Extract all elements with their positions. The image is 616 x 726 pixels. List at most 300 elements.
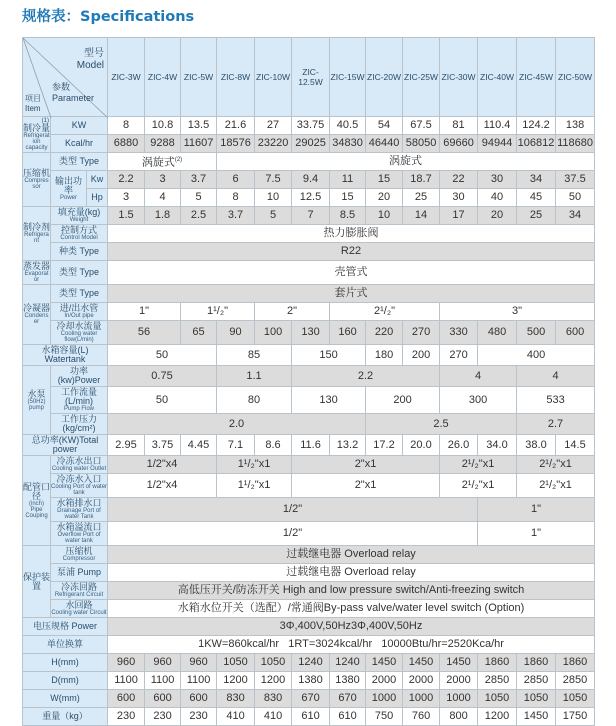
value-cell [217,435,255,456]
param-cn-label: 参数 [52,82,71,92]
cell-value: 13.5 [187,119,210,131]
value-cell [366,207,403,225]
value-cell [145,672,181,690]
value-cell [517,654,556,672]
value-cell [108,189,145,207]
cell-value: 1860 [562,656,588,668]
value-cell [403,708,440,726]
cell-value: 1050 [484,692,510,704]
row-label: 泵浦 Pump [57,567,102,577]
cell-value: 1" [139,305,150,317]
value-cell [108,600,595,618]
cell-value: 160 [338,326,357,338]
value-cell [440,474,517,498]
cell-value: 10 [266,191,280,203]
value-cell [517,117,556,135]
cell-value: 200 [411,348,431,361]
value-cell [556,690,595,708]
row-label-cell [23,546,51,618]
table-row [23,243,595,261]
value-cell [108,135,145,153]
value-cell [255,435,292,456]
cell-value: 14.5 [564,438,586,451]
row-label-cell [51,321,108,345]
value-cell [255,189,292,207]
row-label-cell [87,189,108,207]
row-label-cell [23,153,51,207]
specifications-table [22,37,595,726]
cell-value: 1/2" [282,503,303,515]
value-cell [478,435,517,456]
cell-value: 22 [452,173,465,185]
value-cell [366,171,403,189]
cell-value: 2.0 [228,417,245,430]
row-label: 填充量(kg) [57,207,101,217]
cell-value: 涡旋式 [389,155,423,167]
value-cell [556,189,595,207]
cell-value: 410 [263,710,283,722]
value-cell [217,387,292,414]
cell-value: 1000 [446,692,471,704]
value-cell [181,207,217,225]
cell-value: 3 [159,173,166,185]
row-label-en: Drainage Port of water Tank [57,508,101,520]
cell-value: 20 [490,209,504,221]
row-label: 冷冻回路 [61,582,98,592]
model-header-cell: ZIC-20W [366,38,403,117]
value-cell [556,117,595,135]
cell-value: 50 [155,393,169,406]
value-cell [108,366,217,387]
value-cell [440,435,478,456]
table-row [23,690,595,708]
cell-value: 4 [552,369,559,382]
cell-value: 11.6 [300,438,321,451]
value-cell [108,243,595,261]
value-cell [517,207,556,225]
value-cell [330,654,366,672]
row-label: Hp [91,192,103,202]
value-cell [403,135,440,153]
table-row [23,564,595,582]
value-cell [403,654,440,672]
row-label-en: Refrigerant [24,232,49,244]
cell-value: 2000 [446,674,471,686]
value-cell [292,171,330,189]
value-cell [403,672,440,690]
row-label: 制冷剂 [23,222,51,232]
value-cell [366,387,440,414]
row-label: H(mm) [51,657,79,667]
cell-value: 2.95 [115,438,137,451]
table-row [23,261,595,285]
value-cell [440,690,478,708]
value-cell [292,654,330,672]
cell-value: 34.0 [486,438,508,451]
value-cell [292,456,440,474]
row-label: 类型 Type [59,267,100,277]
row-label-en: Weight [69,217,89,223]
table-row [23,456,595,474]
value-cell [255,135,292,153]
cell-value: 2.2 [118,173,134,185]
value-cell [217,654,255,672]
row-label-cell [51,387,108,414]
cell-value: 1450 [523,710,549,722]
cell-value: 10.8 [151,119,174,131]
model-header-cell: ZIC-5W [181,38,217,117]
value-cell [181,708,217,726]
value-cell [366,690,403,708]
row-label: 压缩机 [23,168,51,178]
value-cell [478,171,517,189]
cell-value: 40 [490,191,504,203]
table-row [23,387,595,414]
cell-value: 8 [122,119,130,131]
table-row [23,225,595,243]
value-cell [403,171,440,189]
cell-value: 1" [531,503,542,515]
value-cell [292,135,330,153]
value-cell [440,672,478,690]
row-label-en: In/Out pipe [64,313,94,319]
cell-value: 90 [229,326,242,338]
cell-value: 4 [474,369,482,382]
cell-value: 4.45 [187,438,210,451]
model-header-cell: ZIC-12.5W [292,38,330,117]
cell-value: 6880 [113,137,139,149]
cell-value: 1860 [523,656,549,668]
cell-value: 150 [319,348,338,361]
cell-value: 750 [374,710,394,722]
value-cell [145,135,181,153]
cell-value: 25 [529,209,543,221]
row-label-en: (50Hz) pump [27,398,46,411]
cell-value: 1KW=860kcal/hr 1RT=3024kcal/hr 10000Btu/hr=2520Kca/hr [198,638,504,650]
value-cell [556,708,595,726]
row-label: 水箱容量(L) Watertank [41,345,89,364]
model-header-cell: ZIC-15W [330,38,366,117]
cell-value: 17 [452,209,465,221]
cell-value: 2"x1 [354,458,377,470]
value-cell [556,207,595,225]
value-cell [330,207,366,225]
row-label-en: Evaporator [24,271,49,283]
model-header-cell: ZIC-25W [403,38,440,117]
cell-value: 3" [512,305,523,317]
row-label: D(mm) [51,675,79,685]
cell-value: 15 [377,173,391,185]
cell-value: 300 [468,393,488,406]
value-cell [478,690,517,708]
cell-value: 56 [137,326,151,338]
table-row [23,189,595,207]
cell-value: 1¹/₂"x1 [237,458,271,470]
value-cell [478,189,517,207]
value-cell [108,345,217,366]
cell-value: 17.2 [373,438,395,451]
value-cell [478,672,517,690]
cell-value: 20.0 [410,438,432,451]
row-label: 制冷量 [23,123,51,133]
value-cell [145,189,181,207]
row-label-cell [51,600,108,618]
value-cell [255,708,292,726]
value-cell [181,171,217,189]
value-cell [517,690,556,708]
cell-value: 1050 [260,656,286,668]
value-cell [478,708,517,726]
cell-value: 过载继电器 Overload relay [286,566,416,578]
value-cell [217,189,255,207]
cell-value: 3 [122,191,130,203]
cell-value: 600 [189,692,208,704]
cell-value: 610 [301,710,320,722]
cell-value: 130 [319,393,338,406]
cell-value: 壳管式 [334,266,368,278]
row-label-cell [51,498,108,522]
value-cell [217,456,292,474]
cell-value: 220 [374,326,394,338]
cell-value: 330 [449,326,468,338]
cell-value: 11607 [183,137,214,149]
value-cell [366,321,403,345]
model-header-cell: ZIC-8W [217,38,255,117]
cell-value: 20 [377,191,391,203]
table-row [23,135,595,153]
row-label-cell [51,303,108,321]
value-cell [366,189,403,207]
value-cell [108,522,478,546]
cell-value: 2850 [562,674,588,686]
item-en-label: Item [25,104,41,113]
header-row [23,38,595,117]
cell-value: 50 [568,191,582,203]
row-label-en: Compressor [62,556,96,562]
value-cell [181,135,217,153]
value-cell [108,321,181,345]
cell-value: 1/2"x4 [146,458,178,470]
cell-value: 138 [565,119,585,131]
row-label: 水回路 [65,600,93,610]
cell-value: 26.0 [447,438,470,451]
value-cell [403,321,440,345]
cell-value: 94944 [481,137,513,149]
model-header-cell: ZIC-40W [478,38,517,117]
row-label: 冷凝器 [23,303,51,313]
row-label: Kcal/hr [65,138,94,148]
cell-value: 1¹/₂"x1 [237,479,271,491]
row-label-cell [51,546,108,564]
value-cell [217,171,255,189]
value-cell [292,672,330,690]
row-label-en: Cooling water Circuit [51,610,107,616]
value-cell [108,654,145,672]
cell-value: 40.5 [336,119,359,131]
value-cell [108,435,145,456]
row-label-cell [23,708,108,726]
value-cell [255,207,292,225]
cell-value: 12.5 [299,191,322,203]
param-en-label: Parameter [52,93,95,103]
row-label: 工作压力(kg/cm²) [61,414,98,433]
row-label-en: Pump Flow [64,406,95,412]
cell-value: 21.6 [224,119,247,131]
cell-value: 套片式 [334,287,368,299]
value-cell [478,654,517,672]
table-row [23,582,595,600]
row-label-cell [23,207,51,261]
cell-value: 1050 [562,692,588,704]
row-label: 种类 Type [59,246,100,256]
value-cell [181,435,217,456]
table-row [23,474,595,498]
value-cell [478,345,595,366]
table-row [23,636,595,654]
value-cell [440,654,478,672]
value-cell [145,171,181,189]
cell-value: 38.0 [525,438,547,451]
cell-value: 1000 [408,692,434,704]
cell-value: 960 [116,656,136,668]
cell-value: 23220 [257,137,289,149]
value-cell [478,321,517,345]
row-label: 控制方式 [61,225,98,235]
row-label-cell [51,207,108,225]
row-label-en: Compressor [24,178,49,190]
row-label-cell [23,690,108,708]
value-cell [330,135,366,153]
value-cell [556,654,595,672]
value-cell [255,321,292,345]
cell-value: 30 [490,173,504,185]
row-label: W(mm) [50,693,80,703]
row-label-cell [23,285,51,345]
table-row [23,303,595,321]
value-cell [217,708,255,726]
table-row [23,654,595,672]
value-cell [440,135,478,153]
row-label-cell [23,261,51,285]
value-cell [108,636,595,654]
cell-value: 230 [189,710,208,722]
cell-value: 130 [301,326,320,338]
value-cell [330,435,366,456]
value-cell [330,117,366,135]
cell-value: 830 [263,692,283,704]
value-cell [145,435,181,456]
value-cell [108,207,145,225]
row-label-cell [23,117,51,153]
value-cell [108,285,595,303]
cell-value: 1050 [523,692,549,704]
cell-value: 30 [452,191,465,203]
value-cell [366,135,403,153]
row-label-cell [51,171,87,207]
value-cell [403,189,440,207]
value-cell [108,303,181,321]
value-cell [478,522,595,546]
value-cell [292,321,330,345]
row-label: 压缩机 [65,546,93,556]
value-cell [556,171,595,189]
cell-value: 过载继电器 Overload relay [286,548,416,560]
row-label-en: Condenser [24,313,49,325]
row-label-en: Refrigerant Circuit [54,592,104,598]
cell-value: 610 [338,710,357,722]
cell-value: 50 [155,348,169,361]
value-cell [145,207,181,225]
value-cell [145,654,181,672]
table-row [23,153,595,171]
value-cell [108,498,478,522]
value-cell [217,117,255,135]
cell-value: 2.5 [433,417,449,430]
value-cell [145,690,181,708]
table-row [23,414,595,435]
cell-value: 180 [374,348,394,361]
row-label-cell [51,366,108,387]
cell-value: 760 [411,710,431,722]
table-row [23,618,595,636]
row-label-cell [51,582,108,600]
row-label: 配管口径 [23,481,51,501]
cell-value: 37.5 [564,173,586,185]
value-cell [330,303,440,321]
cell-value: 1.5 [118,209,134,221]
value-cell [366,117,403,135]
value-cell [292,387,366,414]
value-cell [217,207,255,225]
cell-value: 1380 [298,674,323,686]
value-cell [478,498,595,522]
cell-value: 670 [301,692,320,704]
cell-value: 45 [529,191,543,203]
table-row [23,366,595,387]
cell-value: 600 [565,326,585,338]
value-cell [217,321,255,345]
row-label-cell [51,522,108,546]
cell-value: 3.7 [190,173,207,185]
cell-value: 9288 [150,137,175,149]
value-cell [330,708,366,726]
cell-value: 1200 [223,674,248,686]
cell-value: 1750 [562,710,588,722]
value-cell [440,207,478,225]
row-label-cell [23,618,108,636]
cell-value: 1000 [371,692,397,704]
row-label: 水箱溢流口 [56,522,102,532]
cell-value: 500 [526,326,546,338]
value-cell [217,345,292,366]
cell-value: 80 [247,393,261,406]
cell-value: 29025 [295,137,326,149]
cell-value: 54 [377,119,391,131]
cell-value: 110.4 [483,119,511,131]
value-cell [292,207,330,225]
cell-value: 124.2 [522,119,550,131]
cell-value: 18576 [220,137,251,149]
cell-value: 1.8 [154,209,171,221]
cell-value: 1200 [484,710,510,722]
value-cell [517,435,556,456]
cell-value: 0.75 [151,369,173,382]
cell-value: 2.7 [547,417,564,430]
cell-value: 34 [529,173,543,185]
value-cell [145,117,181,135]
value-cell [517,672,556,690]
row-label-cell [51,564,108,582]
